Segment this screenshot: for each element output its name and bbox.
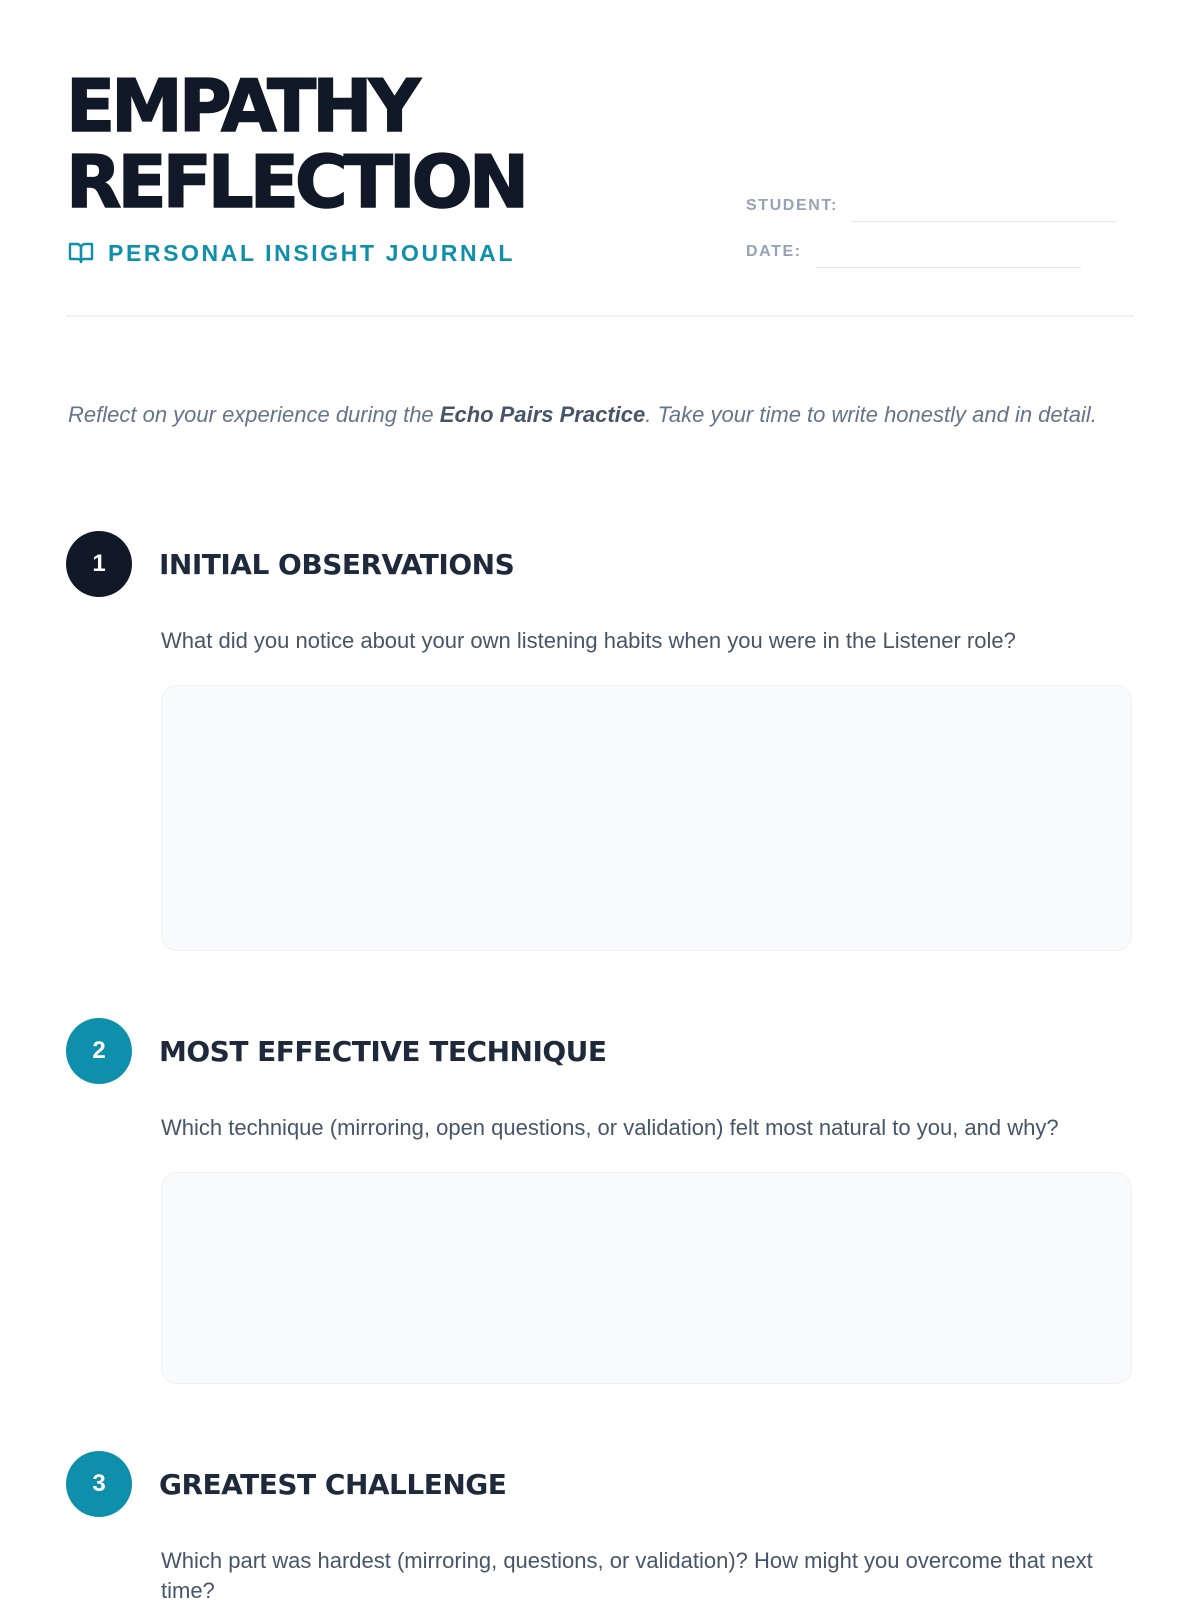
section-3-header [66,1451,506,1517]
section-number-badge: 2 [66,1018,132,1084]
section-2-header [66,1018,607,1084]
date-label: DATE: [746,243,802,260]
open-book-icon [68,241,94,265]
intro-before: Reflect on your experience during the [68,402,440,427]
date-line [816,267,1081,268]
section-number-badge: 3 [66,1451,132,1517]
section-title: MOST EFFECTIVE TECHNIQUE [159,1034,607,1068]
date-field [746,242,1081,262]
intro-emphasis: Echo Pairs Practice [439,402,646,427]
intro-after: . Take your time to write honestly and in detail. [645,402,1097,427]
page-title [66,64,526,224]
section-question: What did you notice about your own listening habits when you were in the Listener role? [161,628,1016,653]
section-number-badge: 1 [66,531,132,597]
section-question: Which part was hardest (mirroring, questions, or validation)? How might you overcome that next time? [161,1548,1093,1603]
student-line [852,221,1117,222]
subtitle [68,240,515,266]
subtitle-text: PERSONAL INSIGHT JOURNAL [108,239,516,266]
answer-box[interactable] [161,1172,1132,1384]
section-title: INITIAL OBSERVATIONS [159,547,515,581]
section-1-header [66,531,514,597]
section-title: GREATEST CHALLENGE [159,1467,507,1501]
answer-box[interactable] [161,685,1132,951]
section-question: Which technique (mirroring, open questions, or validation) felt most natural to you, and why? [161,1115,1059,1140]
title-line-1: EMPATHY [66,64,417,148]
intro-text [68,398,1138,431]
title-line-2: REFLECTION [66,140,526,224]
student-label: STUDENT: [746,197,838,214]
student-field [746,196,1117,216]
header-divider [66,315,1134,317]
